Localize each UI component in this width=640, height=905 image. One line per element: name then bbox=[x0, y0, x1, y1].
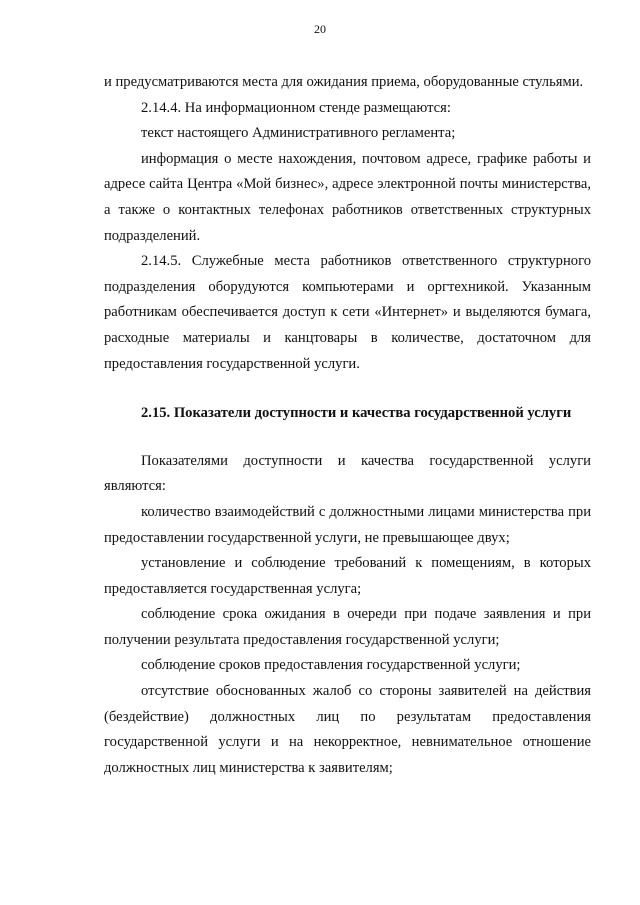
paragraph-location-info: информация о месте нахождения, почтовом адресе, графике работы и адресе сайта Центра «Мой бизнес», адресе электронной почты министерства, а также о контактных телефонах работников ответственных структурных подразделений. bbox=[104, 150, 591, 244]
paragraph-no-complaints: отсутствие обоснованных жалоб со стороны заявителей на действия (бездействие) должностных лиц по результатам предоставления государственной услуги и на некорректное, невнимательное отношение должностных лиц министерства к заявителям; bbox=[104, 683, 591, 776]
document-body bbox=[104, 70, 591, 781]
paragraph-indicators-intro: Показателями доступности и качества государственной услуги являются: bbox=[104, 452, 591, 495]
paragraph-queue-time: соблюдение срока ожидания в очереди при подаче заявления и при получении результата предоставления государственной услуги; bbox=[104, 606, 591, 648]
paragraph-waiting-places: и предусматриваются места для ожидания приема, оборудованные стульями. bbox=[104, 74, 584, 90]
paragraph-premises-requirements: установление и соблюдение требований к помещениям, в которых предоставляется государственная услуга; bbox=[104, 555, 591, 597]
paragraph-regulation-text: текст настоящего Административного регламента; bbox=[141, 125, 456, 142]
page-number: 20 bbox=[314, 22, 326, 36]
paragraph-service-terms: соблюдение сроков предоставления государственной услуги; bbox=[141, 657, 521, 674]
paragraph-workplaces: 2.14.5. Служебные места работников ответственного структурного подразделения оборудуются компьютерами и оргтехникой. Указанным работникам обеспечивается доступ к сети «Интернет» и выделяются бумага, расходные материалы и канцтовары в количестве, достаточном для предоставления государственной услуги. bbox=[104, 253, 591, 372]
section-heading: 2.15. Показатели доступности и качества государственной услуги bbox=[141, 405, 572, 422]
paragraph-info-stand: 2.14.4. На информационном стенде размещаются: bbox=[141, 99, 451, 116]
paragraph-interactions-count: количество взаимодействий с должностными лицами министерства при предоставлении государственной услуги, не превышающее двух; bbox=[104, 503, 591, 546]
